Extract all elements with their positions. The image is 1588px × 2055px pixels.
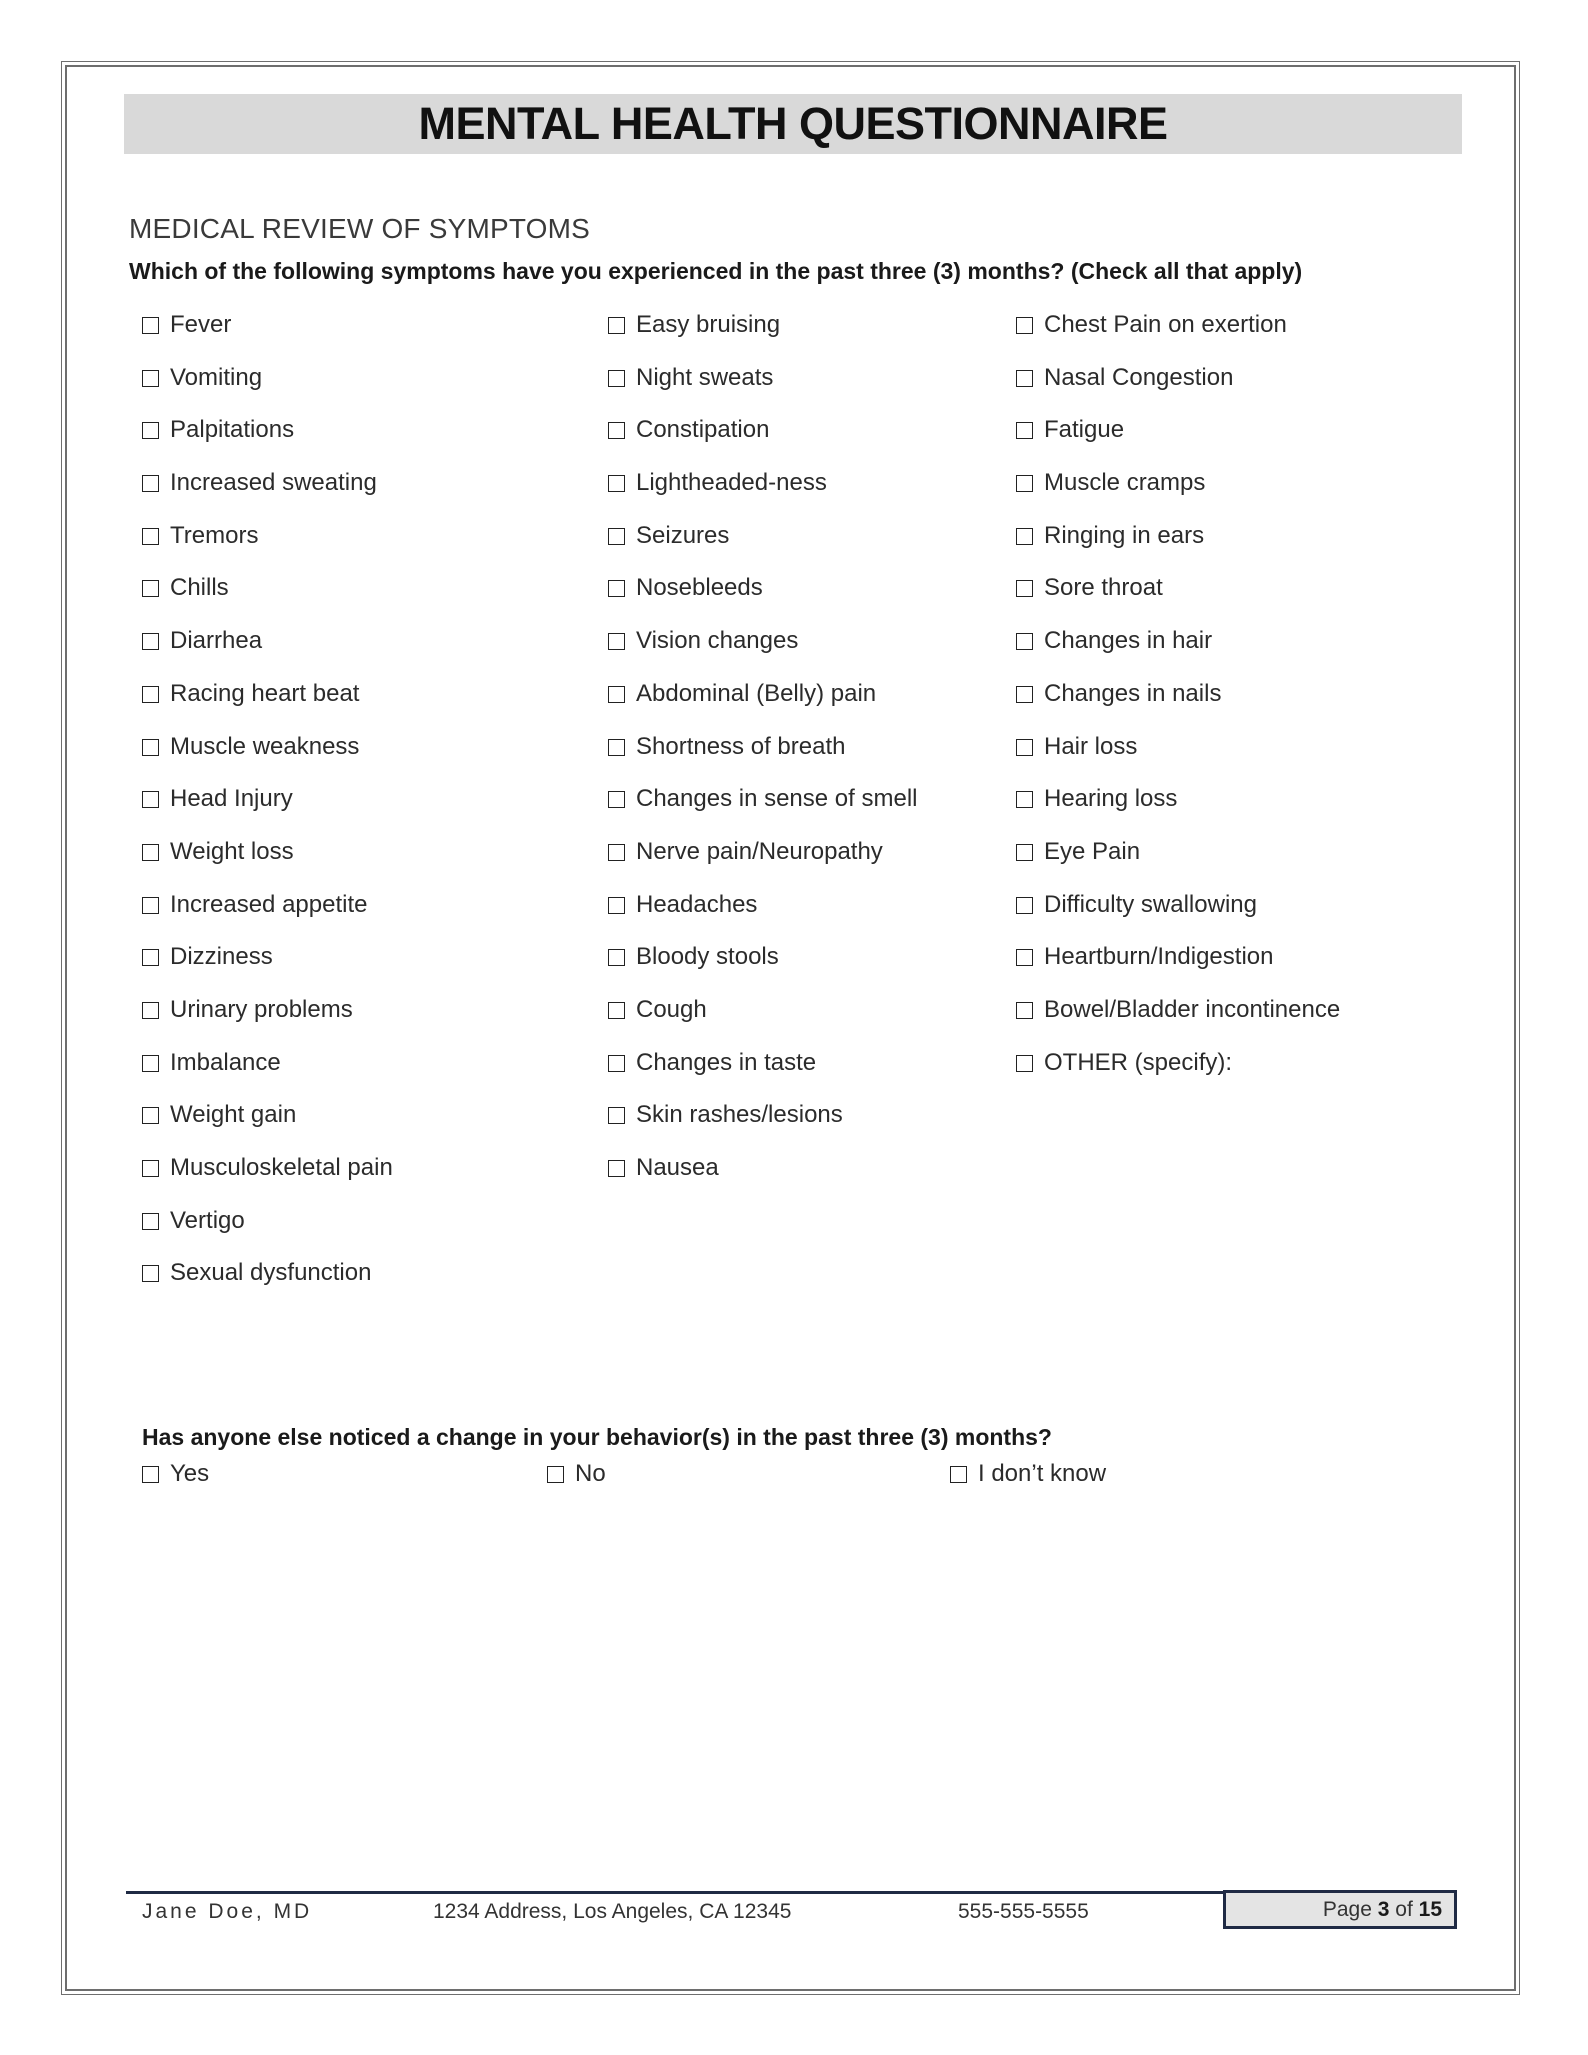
checkbox[interactable] (608, 422, 625, 439)
checkbox[interactable] (1016, 1002, 1033, 1019)
symptom-label: Abdominal (Belly) pain (636, 679, 877, 707)
checkbox[interactable] (142, 580, 159, 597)
symptom-item[interactable] (1016, 311, 1340, 364)
checkbox[interactable] (142, 1213, 159, 1230)
symptom-item[interactable] (142, 364, 393, 417)
symptom-item[interactable] (608, 364, 917, 417)
symptom-item[interactable] (1016, 838, 1340, 891)
symptom-item[interactable] (608, 996, 917, 1049)
checkbox[interactable] (1016, 686, 1033, 703)
checkbox[interactable] (608, 317, 625, 334)
checkbox[interactable] (142, 791, 159, 808)
checkbox[interactable] (608, 897, 625, 914)
symptom-item[interactable] (142, 311, 393, 364)
symptom-label: Lightheaded-ness (636, 469, 827, 497)
checkbox[interactable] (1016, 897, 1033, 914)
answer-yes-label: Yes (170, 1460, 210, 1487)
symptom-label: Bowel/Bladder incontinence (1044, 995, 1341, 1023)
symptom-label: Sexual dysfunction (170, 1259, 372, 1287)
symptom-label: Seizures (636, 521, 730, 549)
checkbox[interactable] (1016, 370, 1033, 387)
answer-dont-know[interactable] (950, 1460, 1106, 1488)
symptom-label: Racing heart beat (170, 679, 360, 707)
symptom-label: Difficulty swallowing (1044, 890, 1257, 918)
checkbox[interactable] (142, 1002, 159, 1019)
symptom-label: Hair loss (1044, 732, 1138, 760)
symptom-item[interactable] (142, 1101, 393, 1154)
symptom-label: Cough (636, 995, 707, 1023)
symptom-label: Changes in sense of smell (636, 785, 918, 813)
checkbox[interactable] (1016, 844, 1033, 861)
checkbox[interactable] (608, 1160, 625, 1177)
page-of: of (1395, 1897, 1413, 1921)
symptom-item[interactable] (1016, 364, 1340, 417)
symptom-label: Urinary problems (170, 995, 353, 1023)
checkbox[interactable] (608, 528, 625, 545)
symptom-label: Changes in taste (636, 1048, 817, 1076)
symptom-label: Nerve pain/Neuropathy (636, 837, 883, 865)
symptom-label: Vision changes (636, 627, 799, 655)
checkbox[interactable] (1016, 580, 1033, 597)
symptom-item[interactable] (608, 1154, 917, 1207)
page-title: MENTAL HEALTH QUESTIONNAIRE (418, 98, 1168, 149)
symptom-label: Skin rashes/lesions (636, 1101, 843, 1129)
symptom-label: Increased appetite (170, 890, 368, 918)
checkbox[interactable] (608, 475, 625, 492)
symptom-label: Increased sweating (170, 469, 377, 497)
checkbox[interactable] (142, 949, 159, 966)
symptom-item[interactable] (1016, 680, 1340, 733)
symptom-item[interactable] (608, 416, 917, 469)
symptom-label: Head Injury (170, 785, 293, 813)
symptom-item[interactable] (1016, 416, 1340, 469)
symptom-item[interactable] (142, 522, 393, 575)
symptom-label: Fever (170, 311, 232, 338)
symptom-item[interactable] (142, 838, 393, 891)
checkbox[interactable] (608, 791, 625, 808)
checkbox[interactable] (1016, 949, 1033, 966)
symptom-label: Bloody stools (636, 943, 779, 971)
symptom-item[interactable] (608, 943, 917, 996)
page-current: 3 (1377, 1897, 1390, 1921)
symptom-label: Sore throat (1044, 574, 1163, 602)
checkbox[interactable] (142, 528, 159, 545)
symptom-label: Easy bruising (636, 311, 781, 338)
checkbox[interactable] (142, 422, 159, 439)
symptom-item[interactable] (1016, 733, 1340, 786)
symptom-item[interactable] (608, 627, 917, 680)
symptom-item[interactable] (608, 574, 917, 627)
symptom-item[interactable] (608, 680, 917, 733)
symptom-label: Tremors (170, 521, 259, 549)
checkbox[interactable] (608, 1002, 625, 1019)
symptom-item[interactable] (142, 416, 393, 469)
symptom-label: Muscle weakness (170, 732, 360, 760)
symptom-item[interactable] (608, 1049, 917, 1102)
symptom-item[interactable] (142, 680, 393, 733)
symptom-item[interactable] (142, 996, 393, 1049)
symptom-label: Nasal Congestion (1044, 363, 1234, 391)
checkbox[interactable] (142, 475, 159, 492)
symptom-item[interactable] (1016, 574, 1340, 627)
checkbox[interactable] (142, 317, 159, 334)
symptom-label: Heartburn/Indigestion (1044, 943, 1274, 971)
symptom-item[interactable] (1016, 943, 1340, 996)
symptom-label: Chills (170, 574, 229, 602)
symptom-item[interactable] (608, 469, 917, 522)
symptom-label: Diarrhea (170, 627, 263, 655)
checkbox[interactable] (1016, 633, 1033, 650)
checkbox[interactable] (1016, 317, 1033, 334)
checkbox[interactable] (608, 739, 625, 756)
symptom-item[interactable] (608, 785, 917, 838)
symptom-label: Ringing in ears (1044, 521, 1205, 549)
symptom-label: Muscle cramps (1044, 469, 1206, 497)
answer-dont-know-label: I don’t know (978, 1460, 1107, 1487)
symptom-item[interactable] (142, 785, 393, 838)
checkbox[interactable] (142, 1265, 159, 1282)
symptom-item[interactable] (142, 574, 393, 627)
symptom-label: OTHER (specify): (1044, 1048, 1233, 1076)
symptom-item[interactable] (1016, 469, 1340, 522)
answer-no-label: No (575, 1460, 606, 1487)
symptom-item[interactable] (142, 627, 393, 680)
symptom-label: Dizziness (170, 943, 273, 971)
checkbox[interactable] (142, 1466, 159, 1483)
checkbox[interactable] (142, 686, 159, 703)
symptom-item[interactable] (142, 1154, 393, 1207)
symptom-item[interactable] (142, 1259, 393, 1312)
symptom-label: Headaches (636, 890, 758, 918)
checkbox[interactable] (608, 1107, 625, 1124)
answer-no[interactable] (547, 1460, 606, 1488)
symptom-item[interactable] (1016, 1049, 1340, 1102)
checkbox[interactable] (1016, 422, 1033, 439)
checkbox[interactable] (608, 844, 625, 861)
checkbox[interactable] (547, 1466, 564, 1483)
symptom-label: Weight gain (170, 1101, 297, 1129)
checkbox[interactable] (950, 1466, 967, 1483)
symptom-item[interactable] (142, 1207, 393, 1260)
symptom-item[interactable] (1016, 522, 1340, 575)
symptom-item[interactable] (1016, 996, 1340, 1049)
checkbox[interactable] (608, 633, 625, 650)
symptom-item[interactable] (142, 469, 393, 522)
checkbox[interactable] (1016, 791, 1033, 808)
page-total: 15 (1418, 1897, 1442, 1921)
symptom-item[interactable] (142, 943, 393, 996)
symptom-column-1 (142, 311, 393, 1312)
symptom-label: Musculoskeletal pain (170, 1154, 393, 1181)
symptom-item[interactable] (1016, 785, 1340, 838)
symptom-item[interactable] (608, 733, 917, 786)
symptom-item[interactable] (142, 733, 393, 786)
symptom-item[interactable] (142, 891, 393, 944)
answer-yes[interactable] (142, 1460, 209, 1488)
checkbox[interactable] (142, 739, 159, 756)
symptom-label: Shortness of breath (636, 732, 846, 760)
checkbox[interactable] (608, 686, 625, 703)
symptom-item[interactable] (608, 838, 917, 891)
checkbox[interactable] (608, 580, 625, 597)
title-bar (124, 94, 1462, 154)
symptom-label: Vomiting (170, 363, 263, 391)
checkbox[interactable] (1016, 475, 1033, 492)
symptom-label: Nosebleeds (636, 574, 763, 602)
symptom-label: Imbalance (170, 1048, 281, 1076)
behavior-question: Has anyone else noticed a change in your behavior(s) in the past three (3) months? (142, 1424, 1052, 1450)
symptom-label: Changes in hair (1044, 627, 1213, 655)
symptom-label: Chest Pain on exertion (1044, 311, 1287, 338)
symptom-item[interactable] (608, 522, 917, 575)
symptoms-question: Which of the following symptoms have you experienced in the past three (3) months? (Check all that apply) (129, 258, 1303, 284)
section-title: MEDICAL REVIEW OF SYMPTOMS (129, 213, 591, 244)
symptom-item[interactable] (1016, 891, 1340, 944)
symptom-label: Weight loss (170, 837, 294, 865)
symptom-label: Nausea (636, 1154, 719, 1181)
symptom-label: Eye Pain (1044, 837, 1141, 865)
symptom-label: Hearing loss (1044, 785, 1178, 813)
footer-address: 1234 Address, Los Angeles, CA 12345 (433, 1900, 792, 1923)
footer-phone: 555-555-5555 (958, 1900, 1089, 1923)
page-number-box (1223, 1890, 1457, 1929)
checkbox[interactable] (142, 844, 159, 861)
symptom-item[interactable] (608, 311, 917, 364)
checkbox[interactable] (608, 370, 625, 387)
checkbox[interactable] (142, 897, 159, 914)
symptom-label: Palpitations (170, 416, 295, 444)
symptom-item[interactable] (608, 891, 917, 944)
footer-rule (126, 1891, 1225, 1894)
checkbox[interactable] (142, 1107, 159, 1124)
symptom-item[interactable] (1016, 627, 1340, 680)
checkbox[interactable] (608, 1055, 625, 1072)
symptom-item[interactable] (608, 1101, 917, 1154)
page-label: Page (1322, 1897, 1372, 1921)
checkbox[interactable] (1016, 1055, 1033, 1072)
symptom-column-3 (1016, 311, 1340, 1101)
checkbox[interactable] (1016, 528, 1033, 545)
symptom-label: Constipation (636, 416, 770, 444)
checkbox[interactable] (608, 949, 625, 966)
symptom-label: Changes in nails (1044, 679, 1222, 707)
symptom-label: Vertigo (170, 1206, 245, 1234)
symptom-label: Fatigue (1044, 416, 1125, 444)
checkbox[interactable] (1016, 739, 1033, 756)
checkbox[interactable] (142, 633, 159, 650)
footer-name: Jane Doe, MD (142, 1900, 313, 1923)
checkbox[interactable] (142, 370, 159, 387)
symptom-item[interactable] (142, 1049, 393, 1102)
symptom-column-2 (608, 311, 917, 1207)
checkbox[interactable] (142, 1160, 159, 1177)
symptom-label: Night sweats (636, 363, 774, 391)
checkbox[interactable] (142, 1055, 159, 1072)
